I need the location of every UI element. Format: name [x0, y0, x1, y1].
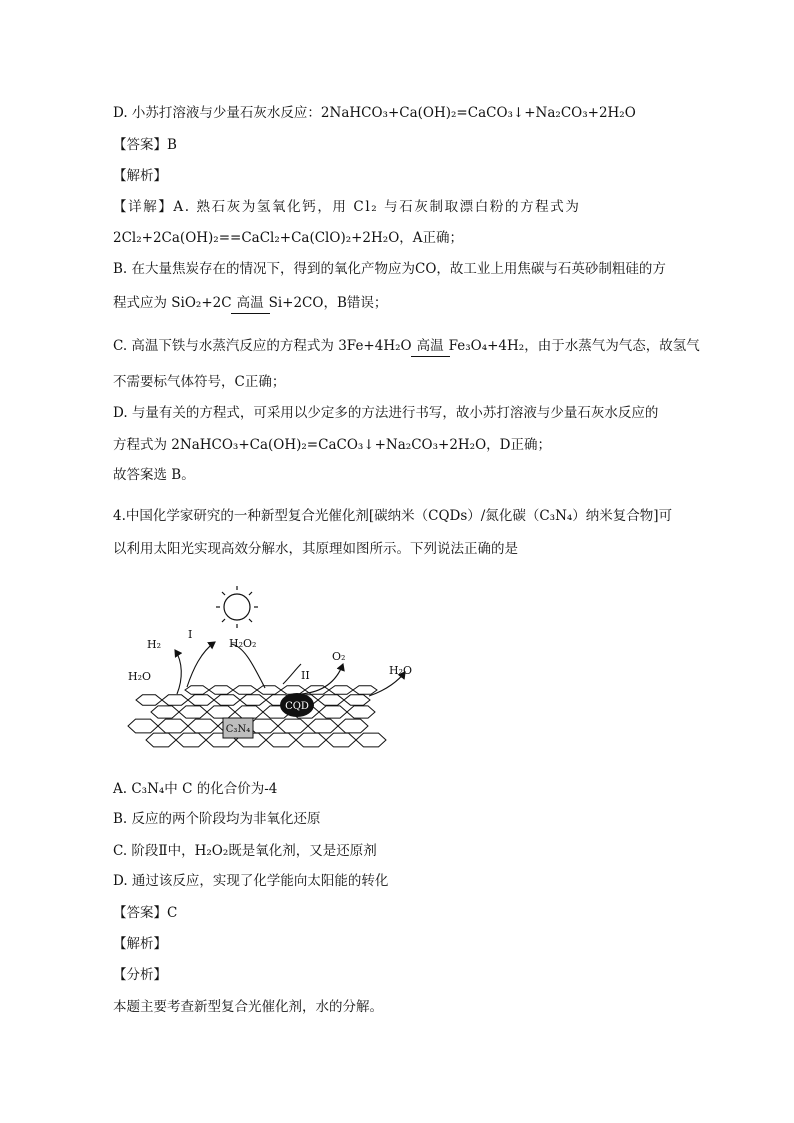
lattice-hexagon — [319, 706, 347, 718]
q4-analysis-title: 【解析】 — [113, 936, 167, 952]
reaction-arrows — [175, 642, 405, 696]
q4-analysis-subtitle: 【分析】 — [113, 967, 167, 983]
lattice-hexagon — [338, 719, 368, 733]
lattice-hexagon — [308, 719, 338, 733]
lattice-hexagon — [347, 706, 375, 718]
lattice-hexagon — [214, 695, 240, 705]
carbon-nitride-sheet — [128, 686, 386, 747]
lattice-hexagon — [176, 733, 206, 747]
h2o-right-label: H₂O — [389, 664, 413, 677]
lattice-hexagon — [353, 686, 377, 695]
q4-answer: 【答案】C — [113, 905, 178, 921]
stage-1-label: I — [188, 628, 193, 641]
h2o2-label: H₂O₂ — [229, 637, 257, 650]
lattice-hexagon — [146, 733, 176, 747]
lattice-hexagon — [326, 733, 356, 747]
c3n4-label: C₃N₄ — [225, 724, 251, 735]
q3-detail-a-line1: 【详解】A. 熟石灰为氢氧化钙，用 Cl₂ 与石灰制取漂白粉的方程式为 — [113, 199, 581, 215]
equation-text: Fe₃O₄+4H₂，由于水蒸气为气态，故氢气 — [448, 338, 700, 354]
q4-analysis-text: 本题主要考查新型复合光催化剂，水的分解。 — [113, 999, 383, 1015]
cqd-label: CQD — [285, 701, 309, 712]
lattice-hexagon — [257, 686, 281, 695]
q4-stem-line2: 以利用太阳光实现高效分解水，其原理如图所示。下列说法正确的是 — [113, 541, 518, 557]
equation-text: 程式应为 SiO₂+2C — [113, 295, 232, 311]
lattice-hexagon — [344, 695, 370, 705]
h2o-left-label: H₂O — [128, 670, 152, 683]
lattice-hexagon — [329, 686, 353, 695]
equation-text: Si+2CO，B错误； — [268, 295, 388, 311]
q4-option-c: C. 阶段Ⅱ中，H₂O₂既是氧化剂，又是还原剂 — [113, 843, 377, 859]
q3-answer: 【答案】B — [113, 137, 177, 153]
q3-detail-a-line2: 2Cl₂+2Ca(OH)₂==CaCl₂+Ca(ClO)₂+2H₂O，A正确； — [113, 230, 464, 246]
lattice-hexagon — [179, 706, 207, 718]
lattice-hexagon — [162, 695, 188, 705]
lattice-hexagon — [266, 733, 296, 747]
q3-detail-b-line1: B. 在大量焦炭存在的情况下，得到的氧化产物应为CO，故工业上用焦碳与石英砂制粗硅的方 — [113, 261, 666, 277]
lattice-hexagon — [136, 695, 162, 705]
q3-detail-c-line1 — [113, 337, 700, 355]
q3-detail-b-line2 — [113, 294, 387, 312]
lattice-hexagon — [278, 719, 308, 733]
equation-text: C. 高温下铁与水蒸汽反应的方程式为 3Fe+4H₂O — [113, 338, 412, 354]
q3-detail-c-line2: 不需要标气体符号，C正确； — [113, 374, 286, 390]
lattice-hexagon — [188, 695, 214, 705]
c3n4-block — [223, 718, 253, 738]
lattice-hexagon — [209, 686, 233, 695]
photocatalysis-diagram — [125, 584, 420, 764]
lattice-hexagon — [356, 733, 386, 747]
q3-conclusion: 故答案选 B。 — [113, 467, 195, 483]
q4-option-a: A. C₃N₄中 C 的化合价为-4 — [113, 781, 278, 797]
lattice-hexagon — [207, 706, 235, 718]
h2-label: H₂ — [147, 638, 162, 651]
q3-analysis-title: 【解析】 — [113, 168, 167, 184]
lattice-hexagon — [128, 719, 158, 733]
lattice-hexagon — [281, 686, 305, 695]
lattice-hexagon — [151, 706, 179, 718]
q3-detail-d-line2: 方程式为 2NaHCO₃+Ca(OH)₂=CaCO₃↓+Na₂CO₃+2H₂O，D正确； — [113, 437, 551, 453]
lattice-hexagon — [318, 695, 344, 705]
reaction-condition: 高温 — [416, 338, 444, 354]
lattice-hexagon — [235, 706, 263, 718]
lattice-hexagon — [240, 695, 266, 705]
lattice-hexagon — [296, 733, 326, 747]
lattice-hexagon — [185, 686, 209, 695]
lattice-hexagon — [188, 719, 218, 733]
q3-detail-d-line1: D. 与量有关的方程式，可采用以少定多的方法进行书写，故小苏打溶液与少量石灰水反应的 — [113, 405, 659, 421]
q4-option-d: D. 通过该反应，实现了化学能向太阳能的转化 — [113, 873, 389, 889]
lattice-hexagon — [158, 719, 188, 733]
q3-option-d: D. 小苏打溶液与少量石灰水反应：2NaHCO₃+Ca(OH)₂=CaCO₃↓+Na₂CO₃+2H₂O — [113, 105, 636, 121]
reaction-condition: 高温 — [236, 295, 264, 311]
lattice-hexagon — [233, 686, 257, 695]
sun-icon — [216, 586, 258, 628]
cqd-particle — [280, 693, 314, 717]
o2-label: O₂ — [332, 650, 346, 663]
stage-2-label: II — [301, 669, 310, 682]
q4-option-b: B. 反应的两个阶段均为非氧化还原 — [113, 811, 321, 827]
q4-stem-line1: 4.中国化学家研究的一种新型复合光催化剂[碳纳米（CQDs）/氮化碳（C₃N₄）纳米复合物]可 — [113, 508, 673, 524]
